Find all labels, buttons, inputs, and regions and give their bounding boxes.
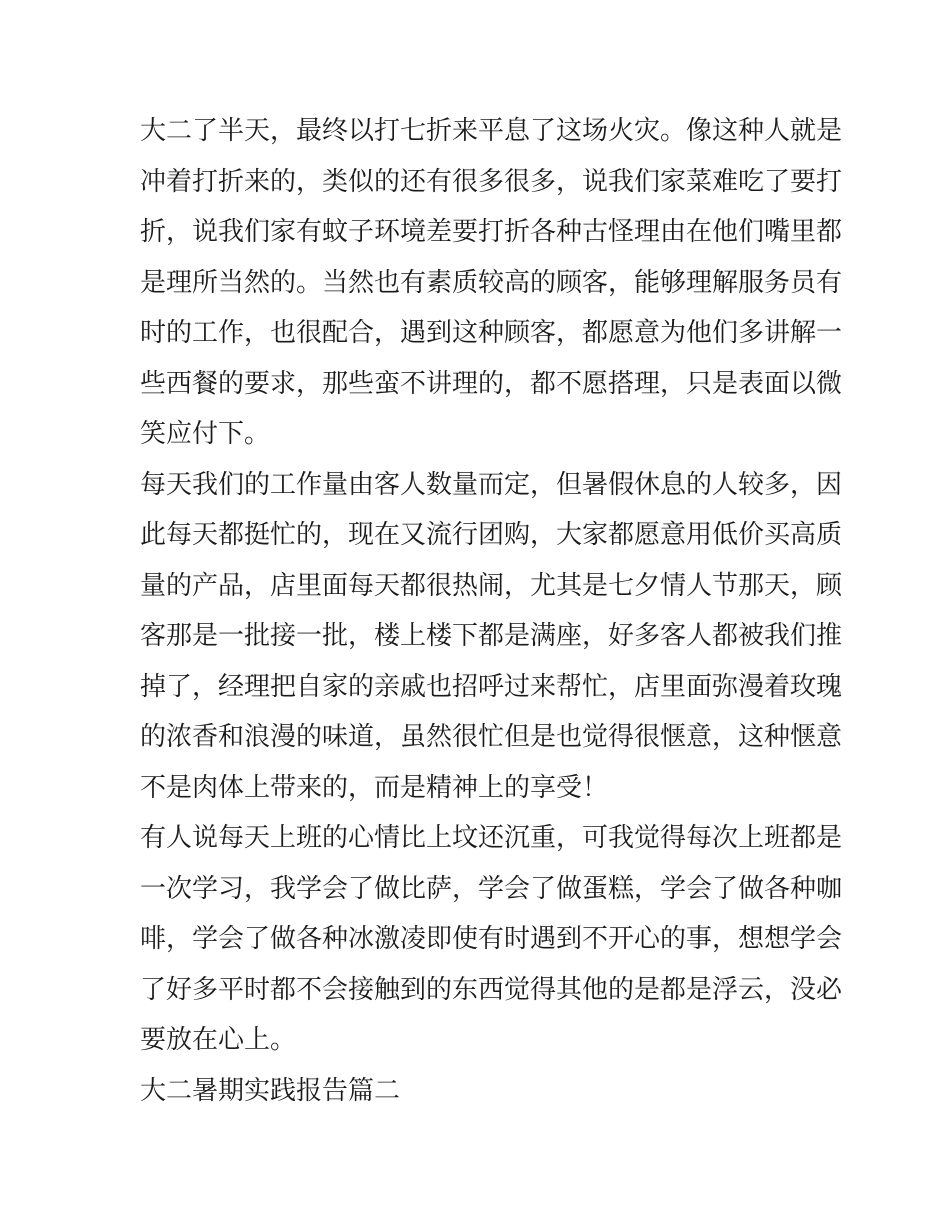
text-line: 量的产品，店里面每天都很热闹，尤其是七夕情人节那天，顾 — [140, 570, 843, 601]
document-body — [140, 106, 843, 1116]
text-line: 了好多平时都不会接触到的东西觉得其他的是都是浮云，没必 — [140, 974, 843, 1005]
text-line: 笑应付下。 — [140, 419, 271, 449]
text-line: 每天我们的工作量由客人数量而定，但暑假休息的人较多，因 — [140, 469, 843, 500]
text-line: 是理所当然的。当然也有素质较高的顾客，能够理解服务员有 — [140, 267, 843, 298]
text-line: 此每天都挺忙的，现在又流行团购，大家都愿意用低价买高质 — [140, 520, 843, 550]
paragraph-2 — [140, 460, 843, 814]
text-line: 些西餐的要求，那些蛮不讲理的，都不愿搭理，只是表面以微 — [140, 368, 843, 399]
text-line: 冲着打折来的，类似的还有很多很多，说我们家菜难吃了要打 — [140, 166, 843, 197]
text-line: 的浓香和浪漫的味道，虽然很忙但是也觉得很惬意，这种惬意 — [140, 722, 843, 752]
text-line: 啡，学会了做各种冰激凌即使有时遇到不开心的事，想想学会 — [140, 924, 843, 954]
text-line: 不是肉体上带来的，而是精神上的享受！ — [140, 772, 609, 803]
text-line: 客那是一批接一批，楼上楼下都是满座，好多客人都被我们推 — [140, 621, 843, 651]
text-line: 有人说每天上班的心情比上坟还沉重，可我觉得每次上班都是 — [140, 823, 843, 853]
paragraph-1 — [140, 106, 843, 460]
text-line: 一次学习，我学会了做比萨，学会了做蛋糕，学会了做各种咖 — [140, 873, 843, 904]
text-line: 大二了半天，最终以打七折来平息了这场火灾。像这种人就是 — [140, 116, 843, 146]
heading-line: 大二暑期实践报告篇二 — [140, 1075, 401, 1106]
text-line: 要放在心上。 — [140, 1025, 297, 1055]
text-line: 掉了，经理把自家的亲戚也招呼过来帮忙，店里面弥漫着玫瑰 — [140, 671, 843, 702]
section-heading — [140, 1066, 812, 1117]
text-line: 时的工作，也很配合，遇到这种顾客，都愿意为他们多讲解一 — [140, 318, 843, 348]
text-line: 折，说我们家有蚊子环境差要打折各种古怪理由在他们嘴里都 — [140, 217, 843, 247]
paragraph-3 — [140, 813, 843, 1066]
